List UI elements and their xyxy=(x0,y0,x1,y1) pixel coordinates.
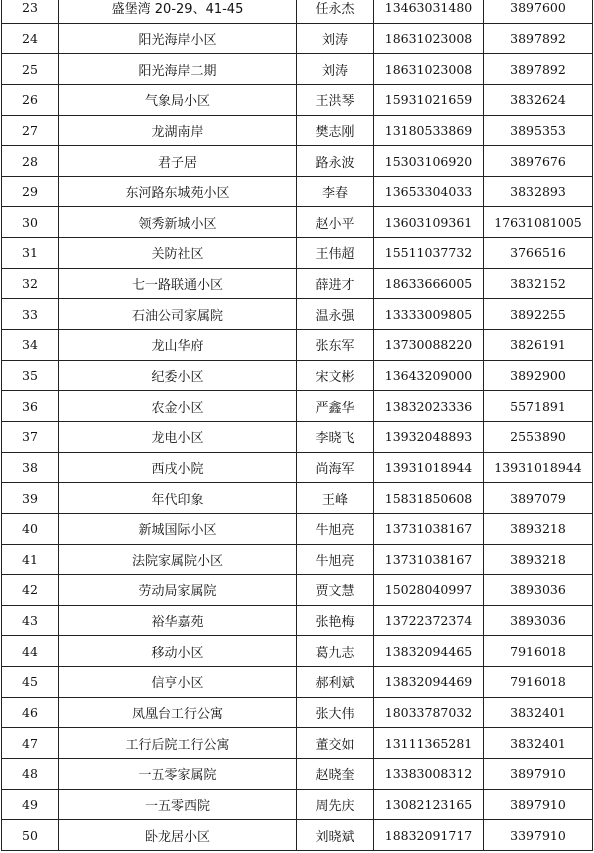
community-name-cell: 一五零西院 xyxy=(59,789,297,820)
row-number-cell: 44 xyxy=(2,636,59,667)
row-number-cell: 42 xyxy=(2,575,59,606)
contact-person-cell: 张大伟 xyxy=(297,697,374,728)
table-row xyxy=(2,697,593,728)
mobile-number-cell: 13463031480 xyxy=(374,0,484,23)
mobile-number-cell: 15831850608 xyxy=(374,483,484,514)
contact-person-cell: 葛九志 xyxy=(297,636,374,667)
phone-number-cell: 3832401 xyxy=(484,728,593,759)
table-row xyxy=(2,391,593,422)
contact-person-cell: 温永强 xyxy=(297,299,374,330)
mobile-number-cell: 13730088220 xyxy=(374,330,484,361)
row-number-cell: 50 xyxy=(2,820,59,851)
mobile-number-cell: 18832091717 xyxy=(374,820,484,851)
community-name-cell: 关防社区 xyxy=(59,238,297,269)
community-name-cell: 领秀新城小区 xyxy=(59,207,297,238)
table-row xyxy=(2,115,593,146)
mobile-number-cell: 13082123165 xyxy=(374,789,484,820)
table-body xyxy=(2,0,593,850)
phone-number-cell: 3897910 xyxy=(484,789,593,820)
community-name-cell: 农金小区 xyxy=(59,391,297,422)
mobile-number-cell: 13383008312 xyxy=(374,759,484,790)
table-row xyxy=(2,238,593,269)
community-name-cell: 石油公司家属院 xyxy=(59,299,297,330)
contact-person-cell: 樊志刚 xyxy=(297,115,374,146)
phone-number-cell: 2553890 xyxy=(484,421,593,452)
phone-number-cell: 3897676 xyxy=(484,146,593,177)
mobile-number-cell: 13722372374 xyxy=(374,605,484,636)
table-row xyxy=(2,452,593,483)
contact-person-cell: 张东军 xyxy=(297,330,374,361)
row-number-cell: 39 xyxy=(2,483,59,514)
row-number-cell: 32 xyxy=(2,268,59,299)
row-number-cell: 47 xyxy=(2,728,59,759)
phone-number-cell: 3893218 xyxy=(484,544,593,575)
mobile-number-cell: 15511037732 xyxy=(374,238,484,269)
contact-person-cell: 王洪琴 xyxy=(297,84,374,115)
contact-person-cell: 刘涛 xyxy=(297,23,374,54)
community-name-cell: 阳光海岸小区 xyxy=(59,23,297,54)
community-name-cell: 七一路联通小区 xyxy=(59,268,297,299)
table-row xyxy=(2,268,593,299)
contact-person-cell: 王峰 xyxy=(297,483,374,514)
community-name-cell: 龙电小区 xyxy=(59,421,297,452)
community-name-cell: 东河路东城苑小区 xyxy=(59,176,297,207)
phone-number-cell: 3892255 xyxy=(484,299,593,330)
contact-person-cell: 牛旭亮 xyxy=(297,513,374,544)
phone-number-cell: 5571891 xyxy=(484,391,593,422)
mobile-number-cell: 13731038167 xyxy=(374,544,484,575)
table-row xyxy=(2,299,593,330)
contact-person-cell: 尚海军 xyxy=(297,452,374,483)
row-number-cell: 35 xyxy=(2,360,59,391)
mobile-number-cell: 15028040997 xyxy=(374,575,484,606)
table-row xyxy=(2,759,593,790)
row-number-cell: 25 xyxy=(2,54,59,85)
contact-person-cell: 李晓飞 xyxy=(297,421,374,452)
row-number-cell: 36 xyxy=(2,391,59,422)
row-number-cell: 46 xyxy=(2,697,59,728)
phone-number-cell: 3832624 xyxy=(484,84,593,115)
community-name-cell: 信亨小区 xyxy=(59,667,297,698)
contact-person-cell: 任永杰 xyxy=(297,0,374,23)
row-number-cell: 41 xyxy=(2,544,59,575)
mobile-number-cell: 13603109361 xyxy=(374,207,484,238)
phone-number-cell: 3893036 xyxy=(484,605,593,636)
community-contact-table xyxy=(1,0,593,851)
row-number-cell: 49 xyxy=(2,789,59,820)
community-name-cell: 工行后院工行公寓 xyxy=(59,728,297,759)
community-name-cell: 龙湖南岸 xyxy=(59,115,297,146)
table-row xyxy=(2,513,593,544)
row-number-cell: 31 xyxy=(2,238,59,269)
contact-person-cell: 薛进才 xyxy=(297,268,374,299)
mobile-number-cell: 18631023008 xyxy=(374,54,484,85)
table-row xyxy=(2,575,593,606)
contact-person-cell: 赵小平 xyxy=(297,207,374,238)
table-row xyxy=(2,207,593,238)
phone-number-cell: 3893218 xyxy=(484,513,593,544)
row-number-cell: 26 xyxy=(2,84,59,115)
community-name-cell: 新城国际小区 xyxy=(59,513,297,544)
contact-person-cell: 王伟超 xyxy=(297,238,374,269)
phone-number-cell: 3897600 xyxy=(484,0,593,23)
phone-number-cell: 7916018 xyxy=(484,636,593,667)
contact-person-cell: 郝利斌 xyxy=(297,667,374,698)
contact-table-container xyxy=(1,0,592,851)
community-name-cell: 裕华嘉苑 xyxy=(59,605,297,636)
contact-person-cell: 宋文彬 xyxy=(297,360,374,391)
community-name-cell: 龙山华府 xyxy=(59,330,297,361)
mobile-number-cell: 18631023008 xyxy=(374,23,484,54)
row-number-cell: 40 xyxy=(2,513,59,544)
row-number-cell: 29 xyxy=(2,176,59,207)
row-number-cell: 43 xyxy=(2,605,59,636)
table-row xyxy=(2,360,593,391)
phone-number-cell: 3832893 xyxy=(484,176,593,207)
phone-number-cell: 7916018 xyxy=(484,667,593,698)
row-number-cell: 30 xyxy=(2,207,59,238)
contact-person-cell: 牛旭亮 xyxy=(297,544,374,575)
contact-person-cell: 严鑫华 xyxy=(297,391,374,422)
row-number-cell: 24 xyxy=(2,23,59,54)
community-name-cell: 君子居 xyxy=(59,146,297,177)
phone-number-cell: 3895353 xyxy=(484,115,593,146)
contact-person-cell: 李春 xyxy=(297,176,374,207)
mobile-number-cell: 13731038167 xyxy=(374,513,484,544)
mobile-number-cell: 13180533869 xyxy=(374,115,484,146)
contact-person-cell: 刘涛 xyxy=(297,54,374,85)
phone-number-cell: 17631081005 xyxy=(484,207,593,238)
mobile-number-cell: 15303106920 xyxy=(374,146,484,177)
phone-number-cell: 3897910 xyxy=(484,759,593,790)
mobile-number-cell: 13643209000 xyxy=(374,360,484,391)
table-row xyxy=(2,84,593,115)
table-row xyxy=(2,728,593,759)
community-name-cell: 凤凰台工行公寓 xyxy=(59,697,297,728)
row-number-cell: 48 xyxy=(2,759,59,790)
community-name-cell: 一五零家属院 xyxy=(59,759,297,790)
contact-person-cell: 赵晓奎 xyxy=(297,759,374,790)
contact-person-cell: 路永波 xyxy=(297,146,374,177)
mobile-number-cell: 13653304033 xyxy=(374,176,484,207)
table-row xyxy=(2,636,593,667)
mobile-number-cell: 13931018944 xyxy=(374,452,484,483)
contact-person-cell: 董交如 xyxy=(297,728,374,759)
contact-person-cell: 张艳梅 xyxy=(297,605,374,636)
row-number-cell: 27 xyxy=(2,115,59,146)
contact-person-cell: 刘晓斌 xyxy=(297,820,374,851)
community-name-cell: 气象局小区 xyxy=(59,84,297,115)
phone-number-cell: 13931018944 xyxy=(484,452,593,483)
row-number-cell: 23 xyxy=(2,0,59,23)
community-name-cell: 西戌小院 xyxy=(59,452,297,483)
community-name-cell: 卧龙居小区 xyxy=(59,820,297,851)
community-name-cell: 法院家属院小区 xyxy=(59,544,297,575)
row-number-cell: 38 xyxy=(2,452,59,483)
row-number-cell: 33 xyxy=(2,299,59,330)
table-row xyxy=(2,0,593,23)
table-row xyxy=(2,146,593,177)
row-number-cell: 34 xyxy=(2,330,59,361)
mobile-number-cell: 15931021659 xyxy=(374,84,484,115)
phone-number-cell: 3832152 xyxy=(484,268,593,299)
mobile-number-cell: 13111365281 xyxy=(374,728,484,759)
community-name-cell: 移动小区 xyxy=(59,636,297,667)
phone-number-cell: 3826191 xyxy=(484,330,593,361)
table-row xyxy=(2,176,593,207)
phone-number-cell: 3766516 xyxy=(484,238,593,269)
contact-person-cell: 贾文慧 xyxy=(297,575,374,606)
contact-person-cell: 周先庆 xyxy=(297,789,374,820)
phone-number-cell: 3397910 xyxy=(484,820,593,851)
row-number-cell: 45 xyxy=(2,667,59,698)
table-row xyxy=(2,330,593,361)
table-row xyxy=(2,605,593,636)
mobile-number-cell: 13832094465 xyxy=(374,636,484,667)
table-row xyxy=(2,667,593,698)
mobile-number-cell: 13832094469 xyxy=(374,667,484,698)
community-name-cell: 劳动局家属院 xyxy=(59,575,297,606)
mobile-number-cell: 18633666005 xyxy=(374,268,484,299)
mobile-number-cell: 13333009805 xyxy=(374,299,484,330)
row-number-cell: 37 xyxy=(2,421,59,452)
community-name-cell: 年代印象 xyxy=(59,483,297,514)
phone-number-cell: 3897892 xyxy=(484,23,593,54)
table-row xyxy=(2,789,593,820)
table-row xyxy=(2,23,593,54)
phone-number-cell: 3832401 xyxy=(484,697,593,728)
table-row xyxy=(2,54,593,85)
row-number-cell: 28 xyxy=(2,146,59,177)
mobile-number-cell: 13832023336 xyxy=(374,391,484,422)
mobile-number-cell: 18033787032 xyxy=(374,697,484,728)
mobile-number-cell: 13932048893 xyxy=(374,421,484,452)
table-row xyxy=(2,820,593,851)
table-row xyxy=(2,483,593,514)
phone-number-cell: 3893036 xyxy=(484,575,593,606)
community-name-cell: 纪委小区 xyxy=(59,360,297,391)
table-row xyxy=(2,544,593,575)
community-name-cell: 阳光海岸二期 xyxy=(59,54,297,85)
phone-number-cell: 3897892 xyxy=(484,54,593,85)
table-row xyxy=(2,421,593,452)
community-name-cell: 盛堡湾 20-29、41-45 xyxy=(59,0,297,23)
phone-number-cell: 3892900 xyxy=(484,360,593,391)
phone-number-cell: 3897079 xyxy=(484,483,593,514)
